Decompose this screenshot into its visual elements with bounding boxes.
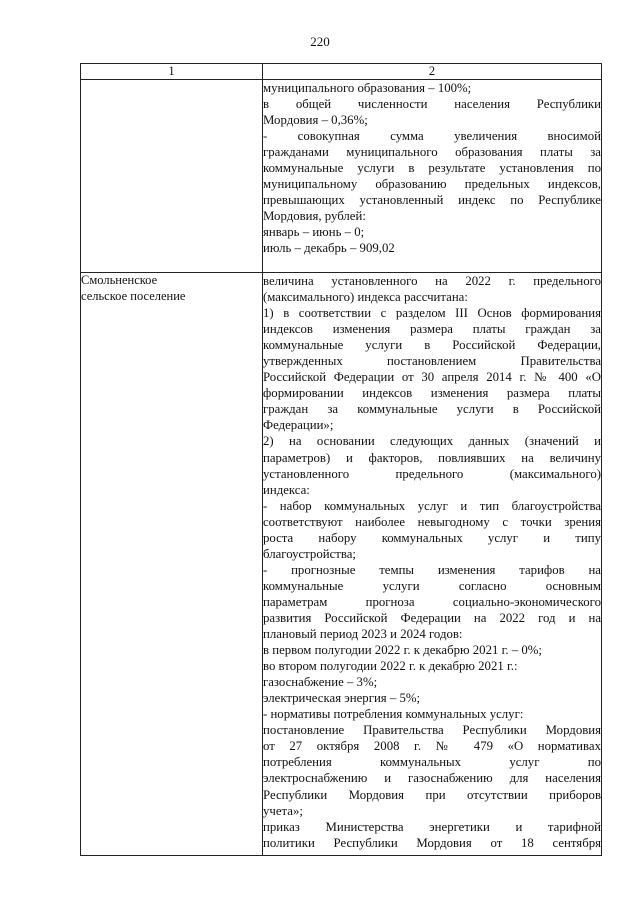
table-row [81, 273, 602, 856]
text-line: газоснабжение – 3%; [263, 675, 378, 690]
text-line: потребления коммунальных услуг по [263, 755, 601, 770]
column-header-2: 2 [263, 64, 602, 80]
text-line: - совокупная сумма увеличения вносимой [263, 129, 601, 144]
text-line: коммунальные услуги в результате установления по [263, 161, 601, 176]
text-line: - набор коммунальных услуг и тип благоустройства [263, 498, 601, 513]
text-line: развития Российской Федерации на 2022 год и на [263, 610, 601, 625]
text-line: 2) на основании следующих данных (значений и [263, 434, 601, 449]
text-line: коммунальные услуги в Российской Федерации, [263, 338, 601, 353]
text-line: постановление Правительства Республики Мордовия [263, 723, 601, 738]
text-line: июль – декабрь – 909,02 [263, 241, 395, 256]
text-line: граждан за коммунальные услуги в Российской [263, 402, 601, 417]
document-table [80, 63, 602, 856]
text-line: утвержденных постановлением Правительства [263, 354, 601, 369]
description-cell [263, 80, 602, 273]
text-line: формировании индексов изменения размера платы [263, 386, 601, 401]
text-line: муниципальному образованию предельных индексов, [263, 177, 601, 192]
text-line: Мордовия, рублей: [263, 209, 366, 224]
text-line: превышающих установленный индекс по Республике [263, 193, 601, 208]
municipality-name-line: сельское поселение [81, 288, 186, 303]
text-line: приказ Министерства энергетики и тарифной [263, 819, 601, 834]
text-line: - нормативы потребления коммунальных услуг: [263, 707, 524, 722]
text-line: от 27 октября 2008 г. № 479 «О нормативах [263, 739, 601, 754]
municipality-name-line: Смольненское [81, 273, 158, 287]
text-line: Российской Федерации от 30 апреля 2014 г. № 400 «О [263, 370, 601, 385]
text-line: Федерации»; [263, 418, 334, 433]
text-line: в первом полугодии 2022 г. к декабрю 2021 г. – 0%; [263, 643, 542, 658]
table-header-row [81, 64, 602, 80]
text-line: величина установленного на 2022 г. предельного [263, 274, 601, 288]
text-line: электрическая энергия – 5%; [263, 691, 421, 706]
page-number: 220 [310, 34, 330, 49]
text-line: индекса: [263, 482, 310, 497]
text-line: муниципального образования – 100%; [263, 81, 472, 95]
text-line: Мордовия – 0,36%; [263, 113, 368, 128]
text-line: политики Республики Мордовия от 18 сентября [263, 835, 601, 850]
text-line: (максимального) индекса рассчитана: [263, 290, 468, 305]
text-line: электроснабжению и газоснабжению для населения [263, 771, 601, 786]
text-line: роста набору коммунальных услуг и типу [263, 530, 601, 545]
text-line: коммунальные услуги согласно основным [263, 578, 601, 593]
text-line: параметрам прогноза социально-экономического [263, 594, 601, 609]
text-line: - прогнозные темпы изменения тарифов на [263, 562, 601, 577]
municipality-name-cell [81, 273, 263, 856]
text-line: Республики Мордовия при отсутствии приборов [263, 787, 601, 802]
text-line: плановый период 2023 и 2024 годов: [263, 627, 463, 642]
text-line: учета»; [263, 803, 303, 818]
text-line: гражданами муниципального образования платы за [263, 145, 601, 160]
text-line: во втором полугодии 2022 г. к декабрю 2021 г.: [263, 659, 518, 674]
municipality-name-cell [81, 80, 263, 273]
description-cell [263, 273, 602, 856]
text-line: соответствуют наиболее невыгодному с точки зрения [263, 514, 601, 529]
text-line: параметров) и факторов, повлиявших на величину [263, 450, 601, 465]
table-row [81, 80, 602, 273]
text-line: индексов изменения размера платы граждан за [263, 322, 601, 337]
text-line: благоустройства; [263, 546, 356, 561]
text-line: 1) в соответствии с разделом III Основ формирования [263, 306, 601, 321]
text-line: январь – июнь – 0; [263, 225, 365, 240]
text-line: установленного предельного (максимального) [263, 466, 601, 481]
text-line: в общей численности населения Республики [263, 97, 601, 112]
column-header-1: 1 [81, 64, 263, 80]
